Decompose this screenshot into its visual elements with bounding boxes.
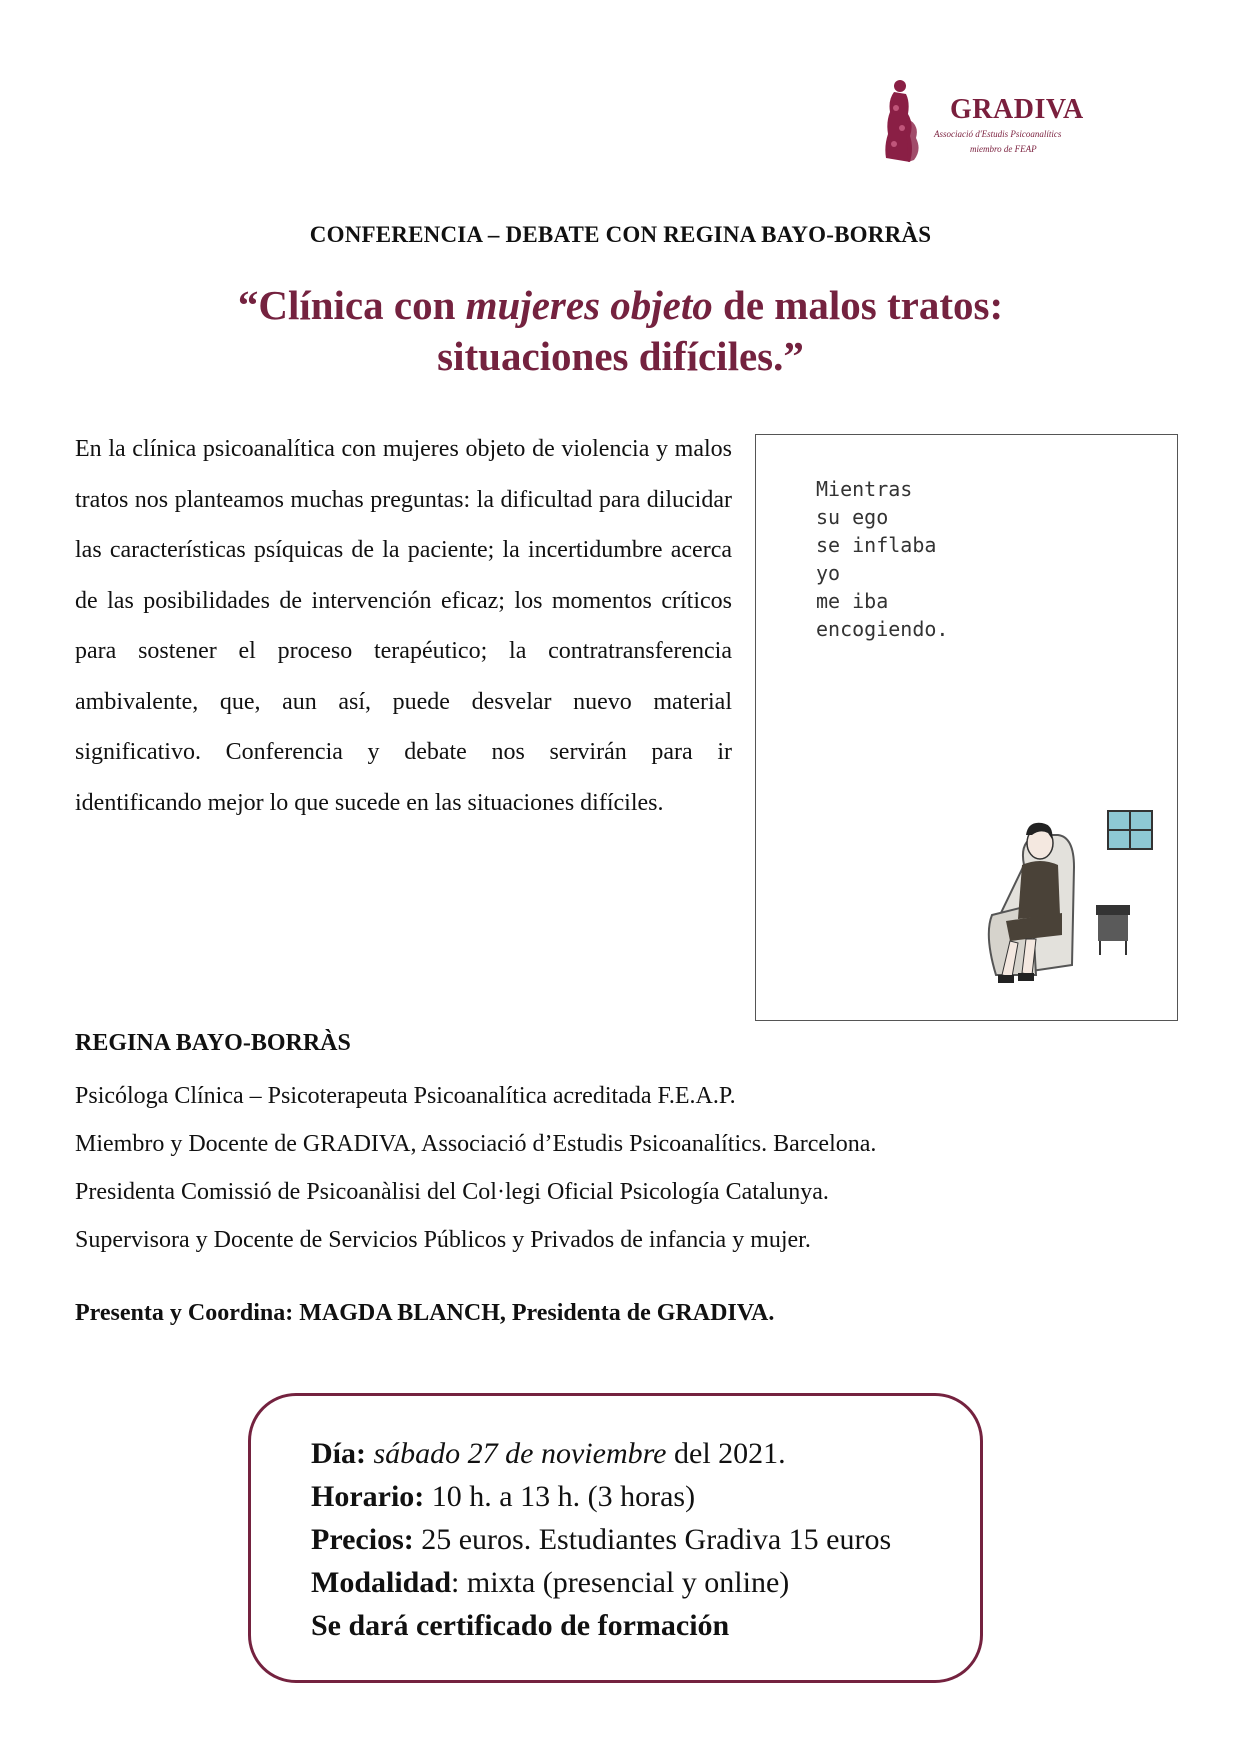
date-value: sábado 27 de noviembre xyxy=(366,1437,667,1470)
modality-value: : mixta (presencial y online) xyxy=(451,1566,790,1599)
illus-line: su ego xyxy=(816,505,889,529)
price-value: 25 euros. Estudiantes Gradiva 15 euros xyxy=(413,1523,892,1556)
illus-line: Mientras xyxy=(816,477,913,501)
woman-in-armchair-drawing xyxy=(756,435,1179,1022)
logo-subtitle: Associació d'Estudis Psicoanalítics xyxy=(934,129,1062,139)
title-italic-part: mujeres objeto xyxy=(465,282,713,328)
date-label: Día: xyxy=(311,1437,366,1470)
credential-item: Presidenta Comissió de Psicoanàlisi del Col·legi Oficial Psicología Catalunya. xyxy=(75,1179,829,1205)
date-line xyxy=(311,1432,891,1475)
window-icon xyxy=(1108,811,1152,849)
gradiva-figure-icon xyxy=(880,78,934,166)
price-label: Precios: xyxy=(311,1523,414,1556)
page-title xyxy=(0,280,1241,382)
date-year: del 2021. xyxy=(666,1437,786,1470)
speaker-credentials xyxy=(75,1072,876,1264)
conference-header: CONFERENCIA – DEBATE CON REGINA BAYO-BORRÀS xyxy=(309,222,932,247)
modality-label: Modalidad xyxy=(311,1566,452,1599)
gradiva-logo xyxy=(880,74,1120,166)
price-line xyxy=(311,1518,891,1561)
credential-item: Miembro y Docente de GRADIVA, Associació d’Estudis Psicoanalítics. Barcelona. xyxy=(75,1131,877,1157)
event-info-lines xyxy=(311,1432,891,1647)
intro-paragraph: En la clínica psicoanalítica con mujeres objeto de violencia y malos tratos nos planteamos muchas preguntas: la dificultad para dilucidar las características psíquicas de la paciente; la incertidumbre acerca de las posibilidades de intervención eficaz; los momentos críticos para sostener el proceso terapéutico; la contratransferencia ambivalente, que, aun así, puede desvelar nuevo material significativo. Conferencia y debate nos servirán para ir identificando mejor lo que sucede en las situaciones difíciles. xyxy=(75,436,732,816)
logo-subtitle-feap: miembro de FEAP xyxy=(970,144,1037,154)
speaker-name: REGINA BAYO-BORRÀS xyxy=(75,1030,351,1056)
title-line-2: situaciones difíciles.” xyxy=(437,333,804,379)
schedule-value: 10 h. a 13 h. (3 horas) xyxy=(424,1480,696,1513)
illus-line: se inflaba xyxy=(816,533,937,557)
presenter-line: Presenta y Coordina: MAGDA BLANCH, Presidenta de GRADIVA. xyxy=(75,1300,775,1326)
side-table-icon xyxy=(1096,905,1130,955)
title-line-1 xyxy=(0,280,1241,331)
title-part-3: de malos tratos: xyxy=(712,282,1004,328)
modality-line xyxy=(311,1561,891,1604)
illus-line: me iba xyxy=(816,589,889,613)
logo-name: GRADIVA xyxy=(950,94,1084,125)
schedule-line xyxy=(311,1475,891,1518)
certificate-line: Se dará certificado de formación xyxy=(311,1609,730,1642)
title-part-1: “Clínica con xyxy=(237,282,466,328)
illustration-frame xyxy=(755,434,1178,1021)
schedule-label: Horario: xyxy=(311,1480,425,1513)
illus-line: encogiendo. xyxy=(816,617,949,641)
event-info-box xyxy=(248,1393,983,1683)
credential-item: Supervisora y Docente de Servicios Públicos y Privados de infancia y mujer. xyxy=(75,1227,811,1253)
illus-line: yo xyxy=(816,561,841,585)
credential-item: Psicóloga Clínica – Psicoterapeuta Psicoanalítica acreditada F.E.A.P. xyxy=(75,1083,736,1109)
